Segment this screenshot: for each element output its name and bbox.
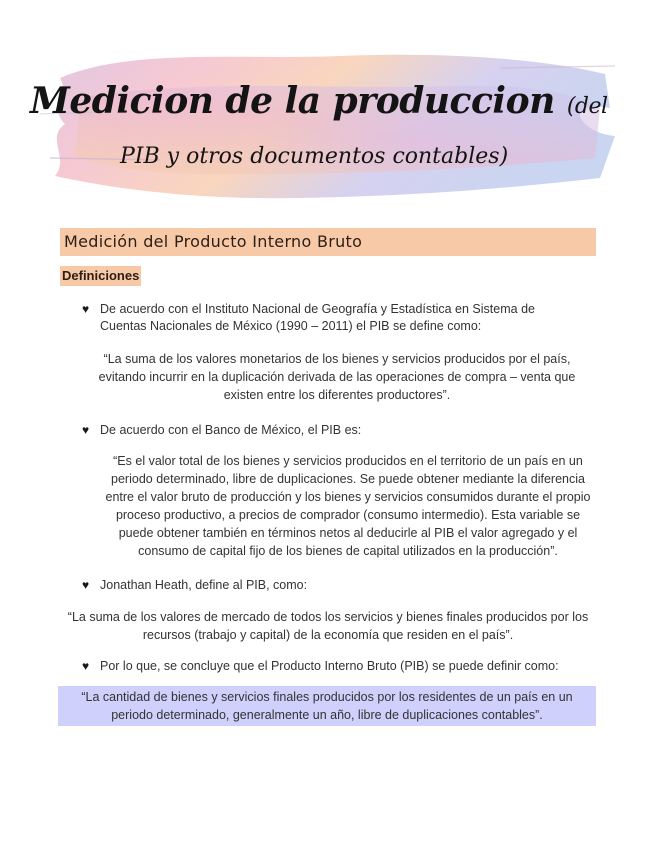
- quote-conclusion: “La cantidad de bienes y servicios finales producidos por los residentes de un país en un periodo determinado, generalmente un año, libre de duplicaciones contables”.: [81, 690, 573, 722]
- watercolor-brush-decoration: [40, 38, 620, 208]
- bullet-item-inegi: De acuerdo con el Instituto Nacional de Geografía y Estadística en Sistema de Cuentas Nacionales de México (1990 – 2011) el PIB se define como:: [100, 302, 535, 333]
- bullet-item-banxico: De acuerdo con el Banco de México, el PIB es:: [100, 423, 362, 437]
- bullet-item-conclusion: Por lo que, se concluye que el Producto Interno Bruto (PIB) se puede definir como:: [100, 659, 559, 673]
- heart-icon: ♥: [82, 423, 90, 437]
- title-tail-text: (del: [566, 94, 608, 119]
- bullet-item-heath: Jonathan Heath, define al PIB, como:: [100, 578, 308, 592]
- section-heading: Medición del Producto Interno Bruto: [60, 228, 596, 256]
- quote-banxico: “Es el valor total de los bienes y servicios producidos en el territorio de un país en un periodo determinado, libre de duplicaciones. Se puede obtener mediante la diferencia entre el valor bruto de producción y los bienes y servicios consumidos durante el propio proceso productivo, a precios de comprador (consumo intermedio). Esta variable se puede obtener también en términos netos al deducirle al PIB el valor agregado y el consumo de capital fijo de los bienes de capital utilizados en la producción”.: [105, 454, 591, 558]
- definitions-label: Definiciones: [60, 266, 141, 286]
- heart-icon: ♥: [82, 302, 90, 316]
- quote-inegi: “La suma de los valores monetarios de los bienes y servicios producidos por el país, evitando incurrir en la duplicación derivada de las operaciones de compra – venta que existen entre los diferentes productores”.: [98, 352, 576, 402]
- page-title: [30, 80, 608, 122]
- heart-icon: ♥: [82, 578, 90, 592]
- title-main-text: Medicion de la produccion: [30, 80, 555, 122]
- title-banner: [40, 38, 620, 208]
- page-subtitle: PIB y otros documentos contables): [120, 144, 509, 169]
- heart-icon: ♥: [82, 659, 90, 673]
- quote-heath: “La suma de los valores de mercado de todos los servicios y bienes finales producidos por los recursos (trabajo y capital) de la economía que residen en el país”.: [67, 610, 589, 642]
